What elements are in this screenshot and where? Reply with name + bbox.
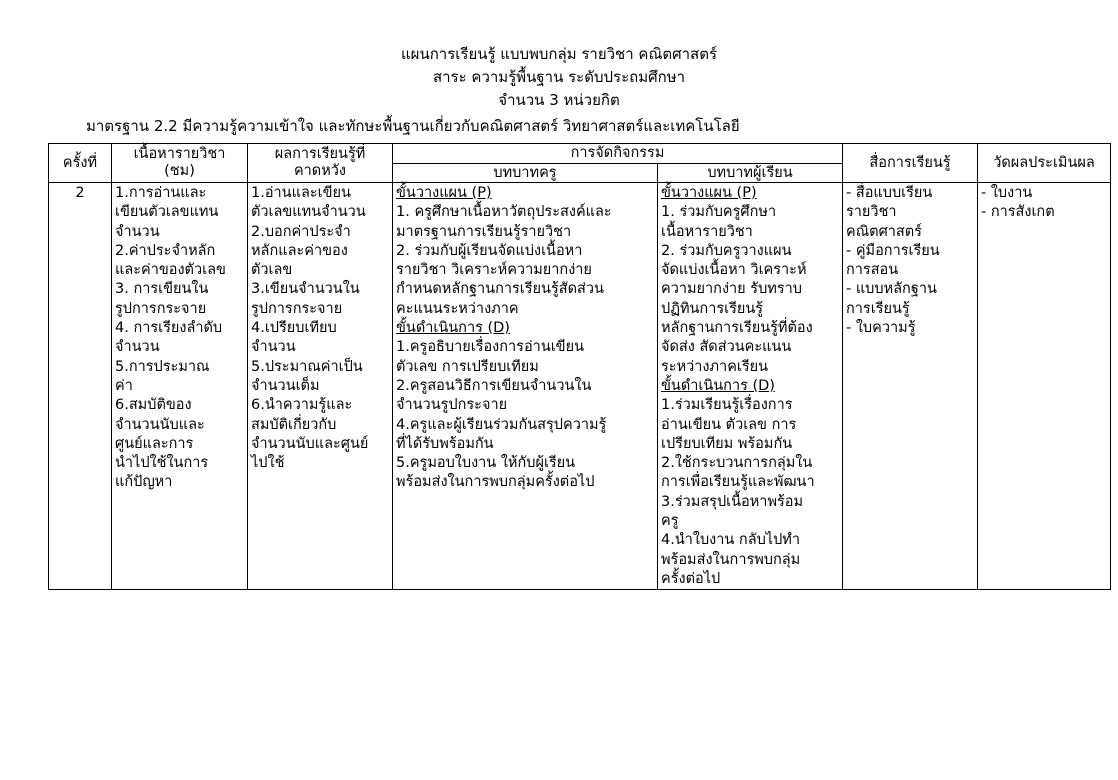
cell-line: จำนวนนับและศูนย์ bbox=[251, 435, 369, 452]
cell-line: ไปใช้ bbox=[251, 455, 285, 472]
header-teacher-role: บทบาทครู bbox=[393, 164, 658, 183]
cell-line: ความยากง่าย รับทราบ bbox=[661, 281, 802, 298]
content-cell bbox=[112, 183, 248, 590]
cell-line: - ใบงาน bbox=[981, 185, 1033, 201]
cell-line: 5.ประมาณค่าเป็น bbox=[251, 358, 363, 375]
cell-line: จัดแบ่งเนื้อหา วิเคราะห์ bbox=[661, 262, 807, 279]
cell-line: 5.การประมาณ bbox=[115, 358, 210, 375]
cell-line: จำนวนรูปกระจาย bbox=[396, 397, 508, 414]
cell-line: ครั้งต่อไป bbox=[661, 570, 721, 587]
cell-line: พร้อมส่งในการพบกลุ่มครั้งต่อไป bbox=[396, 474, 595, 491]
document-title: แผนการเรียนรู้ แบบพบกลุ่ม รายวิชา คณิตศาสตร์ bbox=[400, 45, 718, 63]
cell-line: พร้อมส่งในการพบกลุ่ม bbox=[661, 551, 801, 568]
evaluation-cell bbox=[978, 183, 1111, 590]
cell-line: มาตรฐานการเรียนรู้รายวิชา bbox=[396, 223, 572, 240]
cell-line: การสอน bbox=[846, 262, 899, 279]
lesson-plan-table bbox=[48, 143, 1111, 590]
cell-line: อ่านเขียน ตัวเลข การ bbox=[661, 416, 797, 433]
cell-line: ค่า bbox=[115, 377, 133, 394]
cell-line: 1. ร่วมกับครูศึกษา bbox=[661, 204, 777, 221]
cell-line: ปฏิทินการเรียนรู้ bbox=[661, 300, 764, 317]
cell-line: 4. การเรียงลำดับ bbox=[115, 320, 223, 337]
step-heading: ขั้นดำเนินการ (D) bbox=[661, 377, 775, 394]
student-role-cell bbox=[658, 183, 843, 590]
cell-line: 3. การเขียนใน bbox=[115, 281, 209, 298]
cell-line: - คู่มือการเรียน bbox=[846, 242, 940, 259]
cell-line: ระหว่างภาคเรียน bbox=[661, 358, 769, 375]
cell-line: สมบัติเกี่ยวกับ bbox=[251, 416, 337, 433]
cell-line: จำนวนนับและ bbox=[115, 416, 205, 433]
session-number: 2 bbox=[49, 183, 112, 590]
standard-statement: มาตรฐาน 2.2 มีความรู้ความเข้าใจ และทักษะพื้นฐานเกี่ยวกับคณิตศาสตร์ วิทยาศาสตร์และเทคโนโลยี bbox=[86, 117, 740, 135]
cell-line: รายวิชา วิเคราะห์ความยากง่าย bbox=[396, 262, 592, 279]
cell-line: ตัวเลข การเปรียบเทียม bbox=[396, 358, 539, 375]
cell-line: ตัวเลข bbox=[251, 262, 293, 279]
step-heading: ขั้นวางแผน (P) bbox=[396, 185, 492, 201]
cell-line: เปรียบเทียม พร้อมกัน bbox=[661, 435, 793, 452]
cell-line: จัดส่ง สัดส่วนคะแนน bbox=[661, 339, 792, 356]
cell-line: - แบบหลักฐาน bbox=[846, 281, 937, 298]
header-outcomes: ผลการเรียนรู้ที่ คาดหวัง bbox=[248, 144, 393, 183]
cell-line: 5.ครูมอบใบงาน ให้กับผู้เรียน bbox=[396, 455, 576, 472]
cell-line: 3.เขียนจำนวนใน bbox=[251, 281, 360, 298]
cell-line: 3.ร่วมสรุปเนื้อหาพร้อม bbox=[661, 493, 804, 510]
cell-line: 1.ร่วมเรียนรู้เรื่องการ bbox=[661, 397, 793, 414]
cell-line: รูปการกระจาย bbox=[251, 300, 343, 317]
cell-line: การเพื่อเรียนรู้และพัฒนา bbox=[661, 474, 815, 491]
cell-line: 1.อ่านและเขียน bbox=[251, 185, 351, 201]
cell-line: หลักฐานการเรียนรู้ที่ต้อง bbox=[661, 320, 813, 337]
cell-line: 2. ร่วมกับครูวางแผน bbox=[661, 242, 792, 259]
cell-line: จำนวนเต็ม bbox=[251, 377, 320, 394]
document-subtitle: สาระ ความรู้พื้นฐาน ระดับประถมศึกษา bbox=[432, 68, 686, 86]
cell-line: 1.การอ่านและ bbox=[115, 185, 207, 201]
cell-line: รายวิชา bbox=[846, 204, 897, 221]
cell-line: 1. ครูศึกษาเนื้อหาวัตถุประสงค์และ bbox=[396, 204, 612, 221]
step-heading: ขั้นดำเนินการ (D) bbox=[396, 320, 510, 337]
cell-line: จำนวน bbox=[115, 223, 160, 240]
credit-count: จำนวน 3 หน่วยกิต bbox=[498, 91, 620, 109]
cell-line: คณิตศาสตร์ bbox=[846, 223, 922, 240]
cell-line: 6.นำความรู้และ bbox=[251, 397, 353, 414]
cell-line: รูปการกระจาย bbox=[115, 300, 207, 317]
cell-line: เขียนตัวเลขแทน bbox=[115, 204, 219, 221]
cell-line: ครู bbox=[661, 513, 679, 530]
cell-line: หลักและค่าของ bbox=[251, 242, 348, 259]
cell-line: จำนวน bbox=[251, 339, 296, 356]
cell-line: คะแนนระหว่างภาค bbox=[396, 300, 519, 317]
cell-line: - สื่อแบบเรียน bbox=[846, 185, 933, 201]
cell-line: 2. ร่วมกับผู้เรียนจัดแบ่งเนื้อหา bbox=[396, 242, 583, 259]
cell-line: จำนวน bbox=[115, 339, 160, 356]
cell-line: - ใบความรู้ bbox=[846, 320, 916, 337]
cell-line: กำหนดหลักฐานการเรียนรู้สัดส่วน bbox=[396, 281, 604, 298]
header-evaluation: วัดผลประเมินผล bbox=[978, 144, 1111, 183]
cell-line: 4.นำใบงาน กลับไปทำ bbox=[661, 532, 800, 549]
cell-line: - การสังเกต bbox=[981, 204, 1055, 221]
teacher-role-cell bbox=[393, 183, 658, 590]
header-content: เนื้อหารายวิชา (ชม) bbox=[112, 144, 248, 183]
cell-line: แก้ปัญหา bbox=[115, 474, 173, 491]
cell-line: 2.ค่าประจำหลัก bbox=[115, 242, 216, 259]
header-student-role: บทบาทผู้เรียน bbox=[658, 164, 843, 183]
cell-line: ศูนย์และการ bbox=[115, 435, 194, 452]
cell-line: 2.ใช้กระบวนการกลุ่มใน bbox=[661, 455, 813, 472]
cell-line: 4.เปรียบเทียบ bbox=[251, 320, 337, 337]
cell-line: เนื้อหารายวิชา bbox=[661, 223, 753, 240]
outcomes-cell bbox=[248, 183, 393, 590]
header-session: ครั้งที่ bbox=[49, 144, 112, 183]
header-media: สื่อการเรียนรู้ bbox=[843, 144, 978, 183]
table-row bbox=[49, 183, 1111, 590]
cell-line: 6.สมบัติของ bbox=[115, 397, 192, 414]
cell-line: ตัวเลขแทนจำนวน bbox=[251, 204, 366, 221]
cell-line: 4.ครูและผู้เรียนร่วมกันสรุปความรู้ bbox=[396, 416, 607, 433]
cell-line: ที่ได้รับพร้อมกัน bbox=[396, 435, 494, 452]
cell-line: การเรียนรู้ bbox=[846, 300, 910, 317]
document-header bbox=[0, 43, 1118, 112]
cell-line: นำไปใช้ในการ bbox=[115, 455, 209, 472]
step-heading: ขั้นวางแผน (P) bbox=[661, 185, 757, 201]
header-activities: การจัดกิจกรรม bbox=[393, 144, 843, 164]
cell-line: และค่าของตัวเลข bbox=[115, 262, 226, 279]
cell-line: 1.ครูอธิบายเรื่องการอ่านเขียน bbox=[396, 339, 585, 356]
cell-line: 2.ครูสอนวิธีการเขียนจำนวนใน bbox=[396, 377, 592, 394]
cell-line: 2.บอกค่าประจำ bbox=[251, 223, 351, 240]
media-cell bbox=[843, 183, 978, 590]
